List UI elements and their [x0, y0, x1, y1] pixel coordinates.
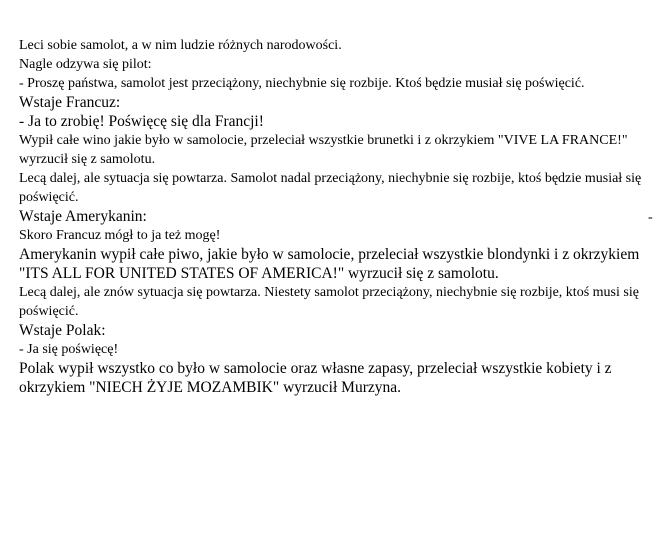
text-line-american-action: Amerykanin wypił całe piwo, jakie było w samolocie, przeleciał wszystkie blondynki i z okrzykiem "ITS ALL FOR UNITED STATES OF AMERICA!" wyrzucił się z samolotu.: [19, 246, 640, 282]
text-line-american-stands: Wstaje Amerykanin:: [19, 208, 147, 225]
text-line-pole-action: Polak wypił wszystko co było w samolocie oraz własne zapasy, przeleciał wszystkie kobiety i z okrzykiem "NIECH ŻYJE MOZAMBIK" wyrzucił Murzyna.: [19, 360, 612, 396]
text-line-repeat-2: Lecą dalej, ale znów sytuacja się powtarza. Niestety samolot przeciążony, niechybnie się rozbije, ktoś musi się poświęcić.: [19, 285, 639, 319]
text-line-american-speaks: Skoro Francuz mógł to ja też mogę!: [19, 228, 221, 243]
text-line-frenchman-action: Wypił całe wino jakie było w samolocie, przeleciał wszystkie brunetki i z okrzykiem "VIVE LA FRANCE!" wyrzucił się z samolotu.: [19, 133, 628, 167]
text-line-pole-stands: Wstaje Polak:: [19, 322, 106, 339]
text-line-frenchman-speaks: - Ja to zrobię! Poświęcę się dla Francji!: [19, 113, 264, 130]
text-line-intro: Leci sobie samolot, a w nim ludzie różnych narodowości.: [19, 38, 342, 53]
stray-dash-mark: -: [648, 210, 653, 225]
joke-text-body: [19, 36, 644, 397]
text-line-repeat-1: Lecą dalej, ale sytuacja się powtarza. Samolot nadal przeciążony, niechybnie się rozbije, ktoś będzie musiał się poświęcić.: [19, 171, 642, 205]
text-line-pilot-speaks: Nagle odzywa się pilot:: [19, 57, 152, 72]
text-line-pole-speaks: - Ja się poświęcę!: [19, 342, 119, 357]
text-line-pilot-announcement: - Proszę państwa, samolot jest przeciążony, niechybnie się rozbije. Ktoś będzie musiał się poświęcić.: [19, 76, 585, 91]
text-line-frenchman-stands: Wstaje Francuz:: [19, 94, 121, 111]
